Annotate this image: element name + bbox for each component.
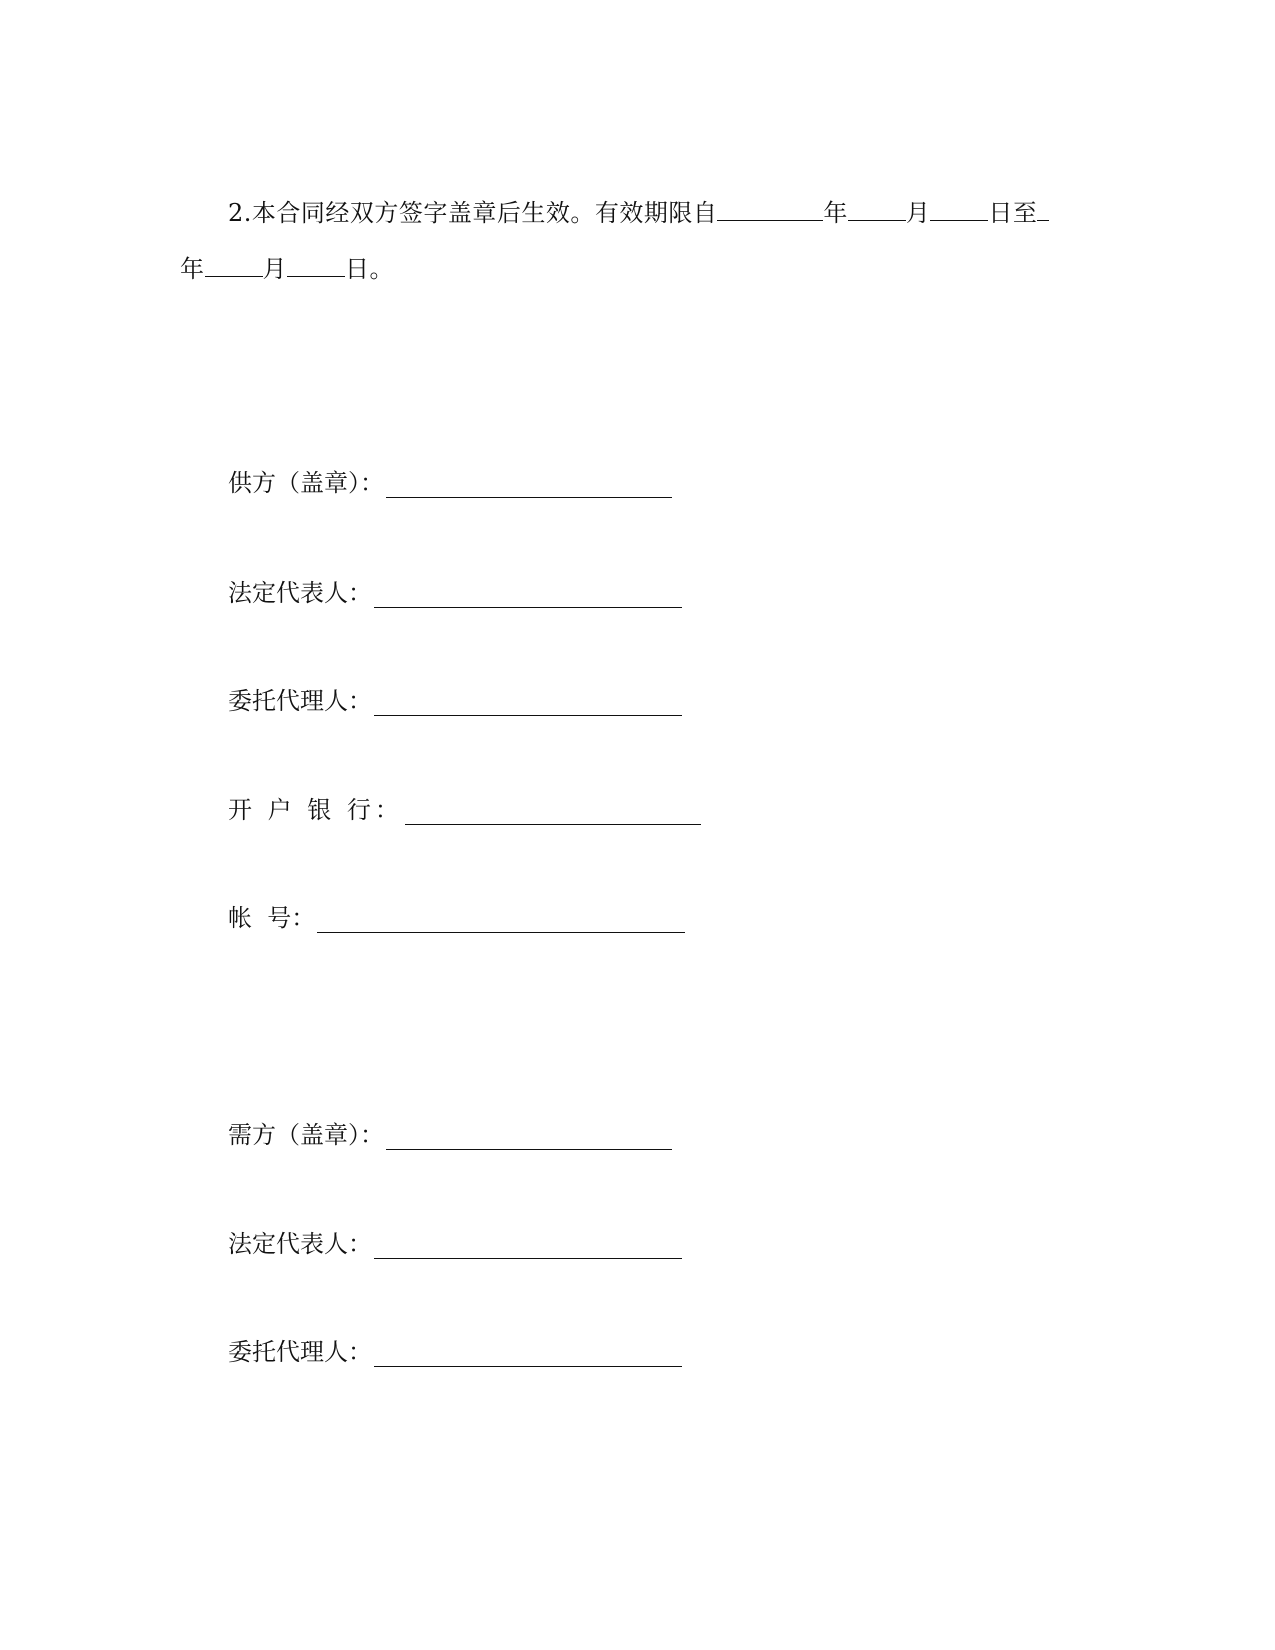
end-year-blank[interactable] <box>1037 198 1049 221</box>
supplier-agent-label: 委托代理人： <box>228 687 372 715</box>
supplier-bank-blank[interactable] <box>405 800 701 825</box>
buyer-legal-rep-field <box>228 1229 682 1259</box>
supplier-legal-rep-label: 法定代表人： <box>228 579 372 607</box>
supplier-seal-field <box>228 468 672 498</box>
start-month-blank[interactable] <box>848 198 906 221</box>
end-day-blank[interactable] <box>287 254 345 277</box>
end-month-blank[interactable] <box>205 254 263 277</box>
buyer-seal-field <box>228 1120 672 1150</box>
supplier-legal-rep-field <box>228 578 682 608</box>
supplier-account-blank[interactable] <box>317 908 685 933</box>
year-label: 年 <box>823 199 848 227</box>
buyer-seal-label: 需方（盖章）： <box>228 1121 384 1149</box>
end-month-label: 月 <box>262 255 287 283</box>
supplier-agent-blank[interactable] <box>374 691 682 716</box>
supplier-legal-rep-blank[interactable] <box>374 583 682 608</box>
end-day-label: 日。 <box>345 255 394 283</box>
supplier-account-field <box>228 903 685 933</box>
day-to-label: 日至 <box>988 199 1038 227</box>
buyer-agent-field <box>228 1337 682 1367</box>
month-label: 月 <box>905 199 931 227</box>
buyer-legal-rep-blank[interactable] <box>374 1234 682 1259</box>
buyer-agent-label: 委托代理人： <box>228 1338 372 1366</box>
buyer-agent-blank[interactable] <box>374 1342 682 1367</box>
validity-clause-line-2 <box>180 254 394 284</box>
supplier-bank-label: 开 户 银 行： <box>228 796 403 824</box>
start-day-blank[interactable] <box>930 198 988 221</box>
supplier-seal-blank[interactable] <box>386 473 672 498</box>
validity-clause-line-1 <box>228 198 1049 228</box>
validity-clause-text: 2.本合同经双方签字盖章后生效。有效期限自 <box>228 199 718 227</box>
supplier-seal-label: 供方（盖章）： <box>228 469 384 497</box>
end-year-label: 年 <box>180 255 205 283</box>
buyer-legal-rep-label: 法定代表人： <box>228 1230 372 1258</box>
supplier-account-label: 帐 号： <box>228 904 316 932</box>
buyer-seal-blank[interactable] <box>386 1125 672 1150</box>
start-year-blank[interactable] <box>717 198 823 221</box>
supplier-agent-field <box>228 686 682 716</box>
supplier-bank-field <box>228 795 701 825</box>
